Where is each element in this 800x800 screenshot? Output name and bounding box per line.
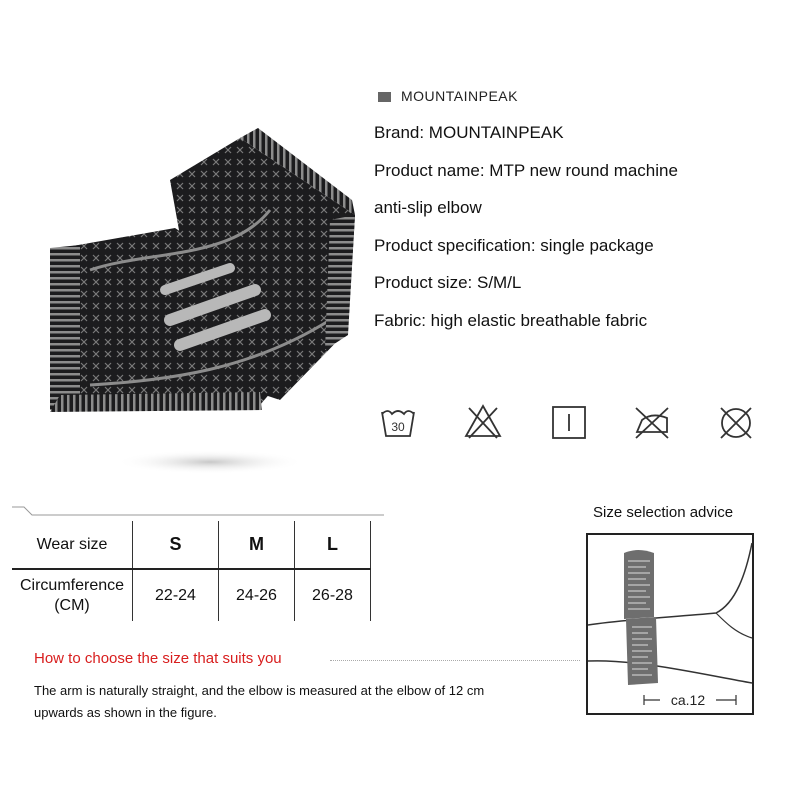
howto-divider (330, 660, 580, 661)
no-iron-icon (632, 402, 672, 442)
size-l: L (295, 521, 371, 569)
circumference-s: 22-24 (133, 569, 219, 621)
wash-30-icon (378, 402, 418, 442)
measure-label: ca.12 (670, 692, 706, 708)
size-table-container (12, 503, 384, 623)
info-specification: Product specification: single package (374, 236, 654, 255)
size-m: M (219, 521, 295, 569)
howto-text (34, 680, 579, 724)
brand-tag-text: MOUNTAINPEAK (401, 88, 518, 104)
wash-temp-label: 30 (391, 420, 405, 434)
info-fabric: Fabric: high elastic breathable fabric (374, 311, 648, 330)
measurement-diagram (586, 533, 754, 715)
howto-title: How to choose the size that suits you (34, 650, 282, 667)
info-product-name-cont: anti-slip elbow (374, 198, 482, 217)
circumference-label-line2: (CM) (54, 596, 90, 614)
howto-text-line2: upwards as shown in the figure. (34, 705, 217, 720)
circumference-m: 24-26 (219, 569, 295, 621)
circumference-label (12, 569, 133, 621)
circumference-l: 26-28 (295, 569, 371, 621)
info-size: Product size: S/M/L (374, 273, 522, 292)
brand-tag (378, 88, 518, 104)
brand-square-icon (378, 92, 391, 102)
size-table (12, 521, 371, 621)
size-s: S (133, 521, 219, 569)
elbow-sleeve-image (30, 120, 370, 480)
line-dry-icon (549, 402, 589, 442)
circumference-label-line1: Circumference (19, 576, 125, 594)
size-table-corner-rule (12, 503, 384, 523)
no-tumble-dry-icon (716, 402, 756, 442)
no-bleach-icon (463, 402, 503, 442)
wear-size-label: Wear size (12, 521, 133, 569)
info-brand: Brand: MOUNTAINPEAK (374, 123, 564, 142)
info-product-name: Product name: MTP new round machine (374, 161, 678, 180)
size-advice-title: Size selection advice (593, 504, 734, 521)
howto-text-line1: The arm is naturally straight, and the elbow is measured at the elbow of 12 cm (34, 683, 485, 698)
